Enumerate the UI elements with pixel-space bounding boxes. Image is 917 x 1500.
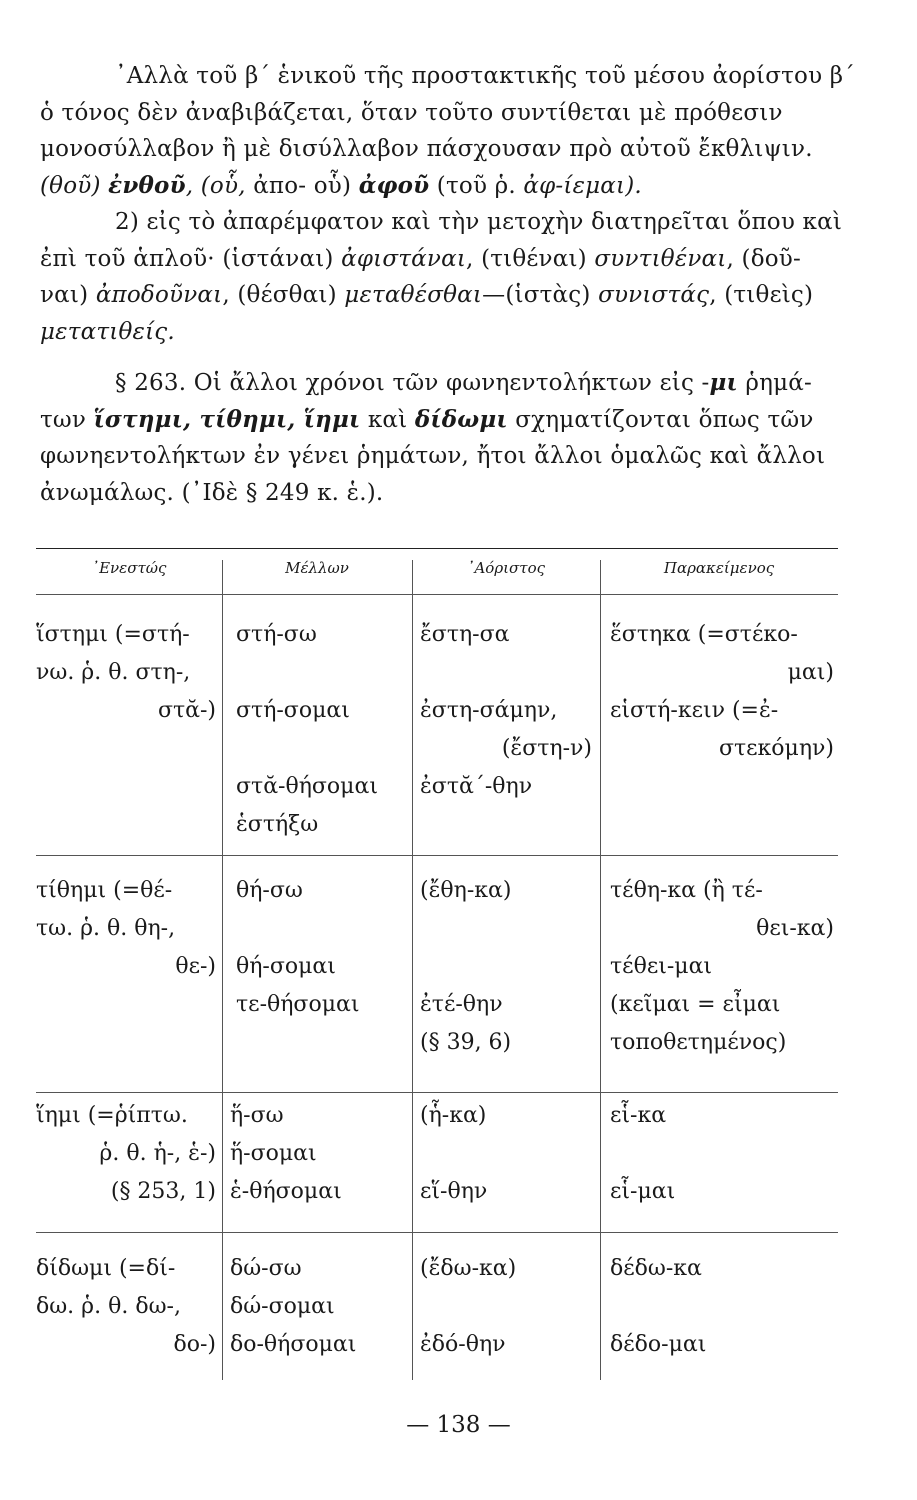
row-rule <box>36 855 838 856</box>
cell-line <box>420 948 592 986</box>
cell-line: ἑ-θήσομαι <box>230 1179 342 1204</box>
text-fragment: , (οὗ, <box>185 172 254 199</box>
cell-line: τέθη-κα (ἢ τέ- <box>610 878 763 903</box>
cell-line: ἵημι (=ῥίπτω. <box>36 1103 188 1128</box>
cell-line <box>610 1288 834 1326</box>
cell-line: εἷ-κα <box>610 1103 667 1128</box>
text-fragment-bold: δίδωμι <box>414 405 508 433</box>
text-fragment: —(ἱστὰς) <box>482 282 599 308</box>
cell-present-hiemi <box>36 1097 216 1211</box>
cell-line: στή-σω <box>236 622 317 647</box>
cell-line: στᾰ-θήσομαι <box>236 774 378 799</box>
cell-line: ῥ. θ. ἡ-, ἑ-) <box>99 1141 216 1166</box>
text-line <box>40 241 845 278</box>
text-line: μετατιθείς. <box>40 318 175 345</box>
text-line-examples <box>40 168 845 205</box>
text-fragment: σχηματίζονται ὅπως τῶν <box>507 406 814 433</box>
cell-line: (§ 253, 1) <box>110 1179 216 1204</box>
cell-line: τίθημι (=θέ- <box>36 878 173 903</box>
text-fragment: (τοῦ ῥ. <box>429 172 524 199</box>
text-fragment: καὶ <box>360 406 415 433</box>
cell-line: στή-σομαι <box>236 698 350 723</box>
cell-line <box>420 1288 592 1326</box>
paragraph-accent-rule <box>40 58 855 204</box>
cell-line: ἑστήξω <box>236 812 319 837</box>
cell-line: ἕστηκα (=στέκο- <box>610 622 798 647</box>
column-divider <box>412 560 413 1380</box>
text-fragment-bold: ἵστημι, τίθημι, ἵημι <box>93 405 361 433</box>
cell-line: τοποθετημένος) <box>610 1030 787 1055</box>
row-rule <box>36 1092 838 1093</box>
cell-line: (ἧ-κα) <box>420 1103 487 1128</box>
text-line: ὁ τόνος δὲν ἀναβιβάζεται, ὅταν τοῦτο συντίθεται μὲ πρόθεσιν <box>40 99 783 126</box>
text-line: ᾿Αλλὰ τοῦ β΄ ἑνικοῦ τῆς προστακτικῆς τοῦ μέσου ἀορίστου β΄ <box>115 63 855 89</box>
cell-line: (§ 39, 6) <box>420 1030 512 1055</box>
cell-line: δίδωμι (=δί- <box>36 1256 176 1281</box>
cell-line <box>236 730 408 768</box>
text-fragment: ναι) <box>40 282 96 308</box>
cell-line: ἥ-σω <box>230 1103 284 1128</box>
header-present: ᾿Ενεστώς <box>91 559 167 577</box>
text-fragment: ἀφ-ίεμαι). <box>523 172 642 199</box>
cell-perfect-hiemi <box>610 1097 834 1211</box>
cell-future-istemi <box>236 616 408 844</box>
cell-line: (ἔδω-κα) <box>420 1256 517 1281</box>
cell-line: εἱστή-κειν (=ἐ- <box>610 698 779 723</box>
cell-line: (ἔθη-κα) <box>420 878 512 903</box>
cell-line: δέδο-μαι <box>610 1332 707 1357</box>
cell-line: στᾰ-) <box>157 698 216 723</box>
column-divider <box>600 560 601 1380</box>
cell-future-didomi <box>230 1250 406 1364</box>
table-top-rule <box>36 548 838 549</box>
cell-line: δώ-σω <box>230 1256 302 1281</box>
text-line <box>40 277 845 314</box>
cell-line: ἔστη-σα <box>420 622 510 647</box>
cell-line: δω. ῥ. θ. δω-, <box>36 1294 181 1319</box>
text-fragment: , (τιθεὶς) <box>709 282 814 308</box>
cell-line: (ἔστη-ν) <box>501 736 592 761</box>
text-fragment: ἐπὶ τοῦ ἁπλοῦ· (ἱστάναι) <box>40 245 342 272</box>
cell-line: μαι) <box>787 660 834 685</box>
text-fragment: , (θέσθαι) <box>222 282 345 308</box>
text-fragment: συντιθέναι <box>594 245 727 272</box>
cell-present-tithemi <box>36 872 216 986</box>
cell-future-hiemi <box>230 1097 406 1211</box>
cell-future-tithemi <box>236 872 408 1024</box>
paragraph-infinitive <box>40 204 845 350</box>
cell-line: θή-σω <box>236 878 303 903</box>
cell-line: δώ-σομαι <box>230 1294 335 1319</box>
text-line <box>40 365 845 402</box>
cell-line: τέθει-μαι <box>610 954 713 979</box>
text-fragment-bold: ἀφοῦ <box>358 171 430 199</box>
cell-line: θε-) <box>175 954 216 979</box>
text-line: μονοσύλλαβον ἢ μὲ δισύλλαβον πάσχουσαν πρὸ αὐτοῦ ἔκθλιψιν. <box>40 136 813 162</box>
cell-line: ἥ-σομαι <box>230 1141 317 1166</box>
cell-aorist-didomi <box>420 1250 592 1364</box>
cell-line: νω. ῥ. θ. στη-, <box>36 660 191 685</box>
cell-line: ἐστη-σάμην, <box>420 698 558 723</box>
cell-present-istemi <box>36 616 216 730</box>
text-fragment: § 263. Οἱ ἄλλοι χρόνοι τῶν φωνηεντολήκτων εἰς - <box>115 370 710 396</box>
cell-line: εἷ-μαι <box>610 1179 676 1204</box>
text-fragment: ἀφιστάναι <box>341 245 467 272</box>
cell-line: δο-) <box>173 1332 216 1357</box>
cell-line: δέδω-κα <box>610 1256 702 1281</box>
header-perfect: Παρακείμενος <box>663 559 775 577</box>
cell-line: τω. ῥ. θ. θη-, <box>36 916 176 941</box>
page-number: — 138 — <box>406 1412 511 1438</box>
text-fragment-bold: ἐνθοῦ <box>108 171 186 199</box>
cell-line <box>420 654 592 692</box>
cell-line <box>610 1135 834 1173</box>
text-fragment: μεταθέσθαι <box>344 282 483 308</box>
text-fragment: συνιστάς <box>598 282 710 308</box>
text-line: ἀνωμάλως. (᾿Ιδὲ § 249 κ. ἑ.). <box>40 479 384 506</box>
cell-line <box>236 910 408 948</box>
cell-line <box>420 910 592 948</box>
cell-line: (κεῖμαι = εἶμαι <box>610 992 781 1017</box>
cell-line: ἐδό-θην <box>420 1332 506 1357</box>
cell-line: στεκόμην) <box>718 736 834 761</box>
cell-aorist-istemi <box>420 616 592 806</box>
text-fragment: , (τιθέναι) <box>466 245 595 272</box>
cell-perfect-tithemi <box>610 872 834 1062</box>
cell-line <box>420 1135 592 1173</box>
cell-line: θει-κα) <box>756 916 834 941</box>
header-rule <box>36 594 838 595</box>
text-fragment: (θοῦ) <box>40 172 109 199</box>
paragraph-section-263 <box>40 365 845 511</box>
cell-aorist-hiemi <box>420 1097 592 1211</box>
text-fragment: , (δοῦ- <box>726 245 801 272</box>
text-line: φωνηεντολήκτων ἐν γένει ῥημάτων, ἤτοι ἄλλοι ὁμαλῶς καὶ ἄλλοι <box>40 443 826 469</box>
cell-line: θή-σομαι <box>236 954 336 979</box>
cell-perfect-didomi <box>610 1250 834 1364</box>
text-fragment: ἀποδοῦναι <box>95 282 223 308</box>
header-future: Μέλλων <box>285 559 349 577</box>
cell-line: τε-θήσομαι <box>236 992 360 1017</box>
cell-line: ἵστημι (=στή- <box>36 622 190 647</box>
cell-line <box>236 654 408 692</box>
text-fragment: ῥημά- <box>737 370 812 396</box>
row-rule <box>36 1232 838 1233</box>
cell-line: δο-θήσομαι <box>230 1332 357 1357</box>
text-fragment-bold: μι <box>709 369 738 396</box>
cell-present-didomi <box>36 1250 216 1364</box>
text-line <box>40 402 845 439</box>
cell-line: ἐστᾰ΄-θην <box>420 774 533 799</box>
cell-perfect-istemi <box>610 616 834 768</box>
column-divider <box>222 560 223 1380</box>
text-line: 2) εἰς τὸ ἀπαρέμφατον καὶ τὴν μετοχὴν διατηρεῖται ὅπου καὶ <box>115 209 843 235</box>
cell-line: ἐτέ-θην <box>420 992 503 1017</box>
text-fragment: ἀπο- οὗ) <box>253 172 359 199</box>
cell-aorist-tithemi <box>420 872 592 1062</box>
text-fragment: των <box>40 406 94 433</box>
cell-line: εἵ-θην <box>420 1179 488 1204</box>
header-aorist: ᾿Αόριστος <box>466 559 546 577</box>
